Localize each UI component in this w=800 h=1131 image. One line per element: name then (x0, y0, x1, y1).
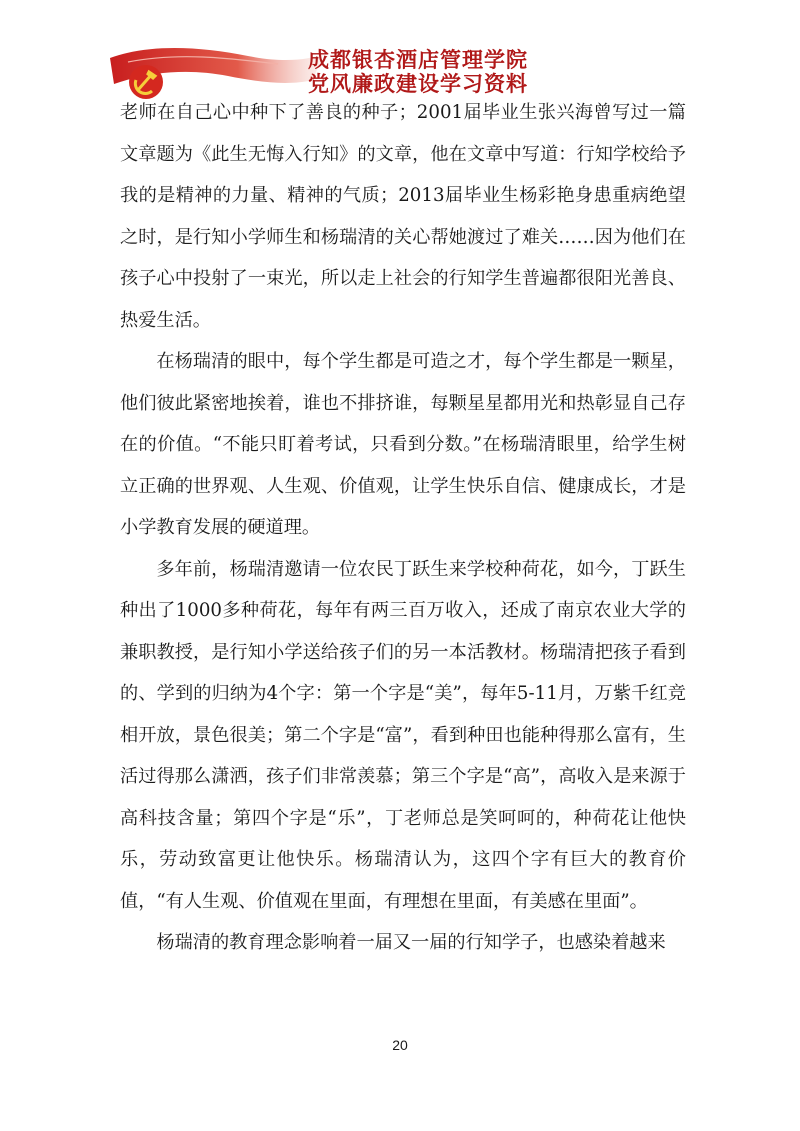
page-number: 20 (392, 1037, 408, 1053)
header-title: 成都银杏酒店管理学院 (308, 48, 528, 72)
paragraph: 杨瑞清的教育理念影响着一届又一届的行知学子，也感染着越来 (156, 932, 666, 953)
page-header (108, 40, 708, 100)
header-subtitle: 党风廉政建设学习资料 (308, 72, 528, 96)
paragraph: 在杨瑞清的眼中，每个学生都是可造之才，每个学生都是一颗星，他们彼此紧密地挨着，谁也不排挤谁，每颗星星都用光和热彰显自己存在的价值。“不能只盯着考试，只看到分数。”在杨瑞清眼里，给学生树立正确的世界观、人生观、价值观，让学生快乐自信、健康成长，才是小学教育发展的硬道理。 (120, 351, 686, 538)
paragraph: 多年前，杨瑞清邀请一位农民丁跃生来学校种荷花，如今，丁跃生种出了1000多种荷花，每年有两三百万收入，还成了南京农业大学的兼职教授，是行知小学送给孩子们的另一本活教材。杨瑞清把孩子看到的、学到的归纳为4个字：第一个字是“美”，每年5-11月，万紫千红竞相开放，景色很美；第二个字是“富”，看到种田也能种得那么富有，生活过得那么潇洒，孩子们非常羡慕；第三个字是“高”，高收入是来源于高科技含量；第四个字是“乐”，丁老师总是笑呵呵的，种荷花让他快乐，劳动致富更让他快乐。杨瑞清认为，这四个字有巨大的教育价值，“有人生观、价值观在里面，有理想在里面，有美感在里面”。 (120, 558, 686, 912)
paragraph: 老师在自己心中种下了善良的种子；2001届毕业生张兴海曾写过一篇文章题为《此生无悔入行知》的文章，他在文章中写道：行知学校给予我的是精神的力量、精神的气质；2013届毕业生杨彩艳身患重病绝望之时，是行知小学师生和杨瑞清的关心帮她渡过了难关……因为他们在孩子心中投射了一束光，所以走上社会的行知学生普遍都很阳光善良、热爱生活。 (120, 102, 686, 331)
article-body (120, 92, 686, 964)
